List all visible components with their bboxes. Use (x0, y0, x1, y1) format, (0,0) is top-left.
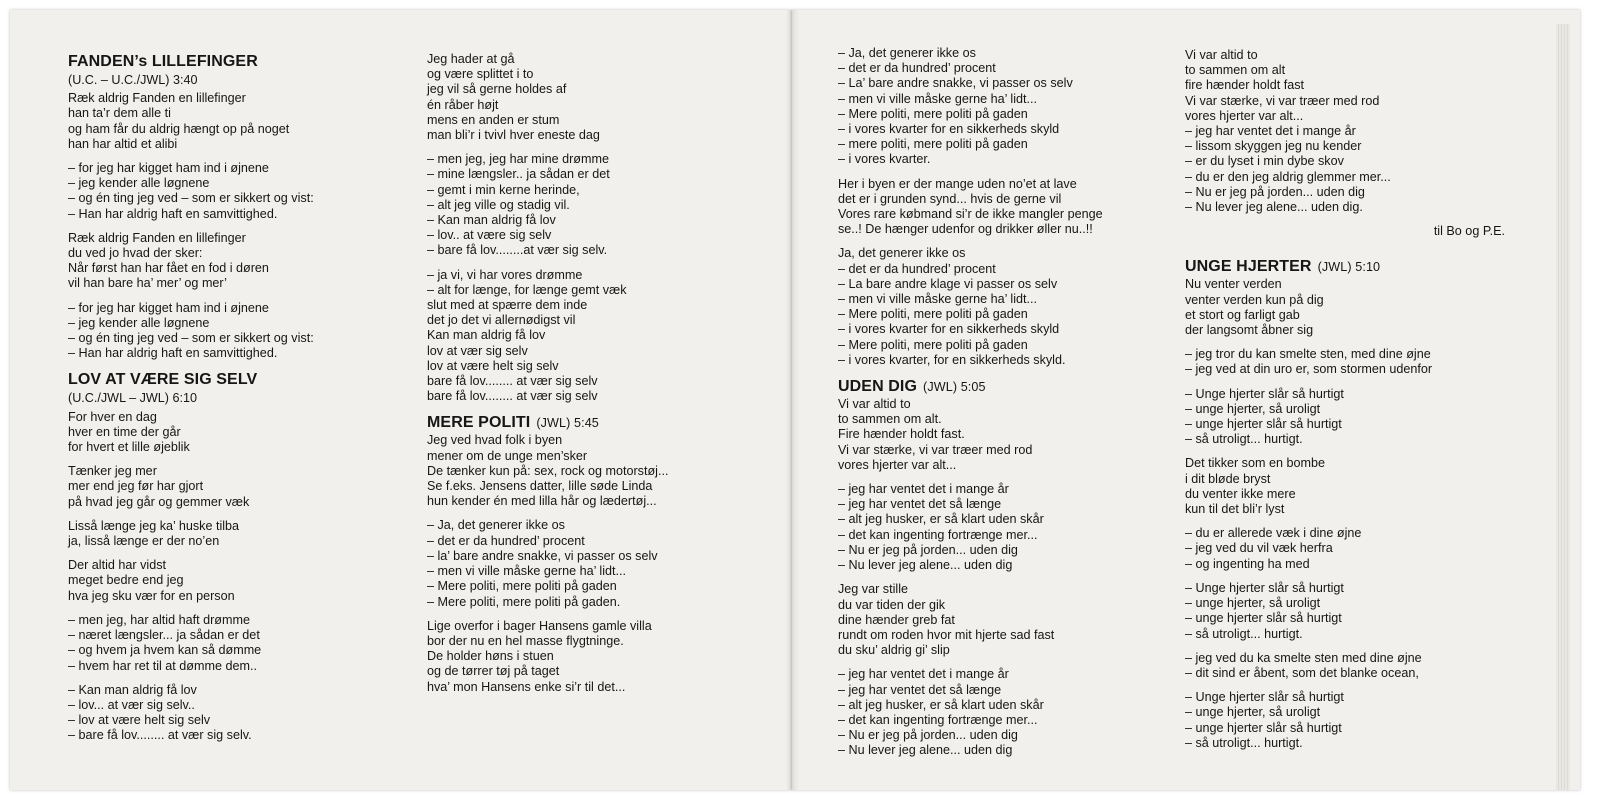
lyric-line: – mine længsler.. ja sådan er det (427, 167, 610, 182)
lyric-stanza (1185, 387, 1545, 448)
lyric-stanza (68, 683, 398, 744)
lyric-stanza (427, 518, 772, 609)
song-title (1185, 257, 1545, 277)
lyric-stanza (68, 161, 398, 222)
song-credit: (U.C. – U.C./JWL) 3:40 (68, 73, 198, 87)
lyric-line: hver en time der går (68, 424, 181, 439)
lyric-stanza (838, 246, 1178, 368)
lyric-line: – unge hjerter, så uroligt (1185, 705, 1321, 720)
lyric-stanza (427, 268, 772, 405)
song-title-text: MERE POLITI (427, 414, 531, 432)
lyric-line: der langsomt åbner sig (1185, 323, 1314, 338)
lyric-line: slut med at spærre dem inde (427, 298, 588, 313)
lyric-line: ja, lisså længe er der no’en (68, 534, 220, 549)
lyric-line: du venter ikke mere (1185, 486, 1296, 501)
lyric-line: lov at være helt sig selv (427, 358, 559, 373)
lyric-line: – lov.. at være sig selv (427, 228, 552, 243)
lyric-line: – Unge hjerter slår så hurtigt (1185, 580, 1344, 595)
lyric-line: – bare få lov........at vær sig selv. (427, 243, 608, 258)
lyric-line: hva jeg sku vær for en person (68, 588, 235, 603)
lyric-line: Ræk aldrig Fanden en lillefinger (68, 91, 246, 106)
lyric-line: – lissom skyggen jeg nu kender (1185, 139, 1362, 154)
lyric-line: vores hjerter var alt... (838, 457, 957, 472)
song-credit: (JWL) 5:45 (536, 416, 599, 431)
lyric-line: – og én ting jeg ved – som er sikkert og vist: (68, 331, 314, 346)
lyric-line: Ja, det generer ikke os (838, 246, 966, 261)
lyric-line: Kan man aldrig få lov (427, 328, 546, 343)
lyric-stanza (838, 482, 1178, 573)
lyric-line: – unge hjerter slår så hurtigt (1185, 611, 1342, 626)
lyric-stanza (427, 152, 772, 258)
lyric-line: – det er da hundred’ procent (838, 61, 996, 76)
lyric-line: – er du lyset i min dybe skov (1185, 154, 1344, 169)
lyric-line: Tænker jeg mer (68, 464, 157, 479)
lyric-stanza (1185, 347, 1545, 377)
lyric-line: De tænker kun på: sex, rock og motorstøj... (427, 463, 669, 478)
lyric-line: – jeg har ventet det i mange år (1185, 124, 1356, 139)
lyric-stanza (68, 613, 398, 674)
lyric-stanza (427, 52, 772, 143)
lyric-line: mer end jeg før har gjort (68, 479, 204, 494)
lyric-stanza (1185, 581, 1545, 642)
lyric-line: det jo det vi allernødigst vil (427, 313, 576, 328)
lyric-line: og ham får du aldrig hængt op på noget (68, 121, 290, 136)
lyric-line: – mere politi, mere politi på gaden (838, 137, 1028, 152)
song-title-text: UNGE HJERTER (1185, 258, 1312, 276)
lyric-line: – Ja, det generer ikke os (838, 46, 976, 60)
lyric-line: jeg vil så gerne holdes af (427, 82, 567, 97)
lyric-line: og være splittet i to (427, 67, 534, 82)
song-title (427, 413, 772, 433)
lyric-line: Vi var altid to (838, 397, 911, 412)
left-page (10, 10, 792, 790)
lyric-stanza (1185, 277, 1545, 338)
lyric-line: – du er den jeg aldrig glemmer mer... (1185, 169, 1391, 184)
lyric-line: – jeg tror du kan smelte sten, med dine øjne (1185, 347, 1431, 362)
song-credit: (JWL) 5:05 (923, 380, 986, 395)
lyric-line: – dit sind er åbent, som det blanke ocean, (1185, 665, 1419, 680)
lyric-line: vores hjerter var alt... (1185, 108, 1304, 123)
lyric-line: – hvem har ret til at dømme dem.. (68, 658, 257, 673)
lyric-line: og de tørrer tøj på taget (427, 664, 560, 679)
song-credit: (U.C./JWL – JWL) 6:10 (68, 391, 197, 406)
lyric-line: – jeg ved du ka smelte sten med dine øjne (1185, 650, 1422, 665)
lyric-stanza (427, 619, 772, 695)
lyric-line: – La’ bare andre snakke, vi passer os selv (838, 76, 1073, 91)
lyric-line: venter verden kun på dig (1185, 292, 1324, 307)
song-title-text: FANDEN’s LILLEFINGER (68, 53, 258, 70)
lyric-line: – det er da hundred’ procent (427, 533, 585, 548)
lyric-line: Jeg var stille (838, 582, 908, 597)
lyric-line: – så utroligt... hurtigt. (1185, 626, 1303, 641)
lyric-line: dine hænder greb fat (838, 612, 955, 627)
dedication: til Bo og P.E. (1433, 224, 1505, 239)
lyric-line: – Unge hjerter slår så hurtigt (1185, 386, 1344, 401)
lyric-stanza (68, 410, 398, 456)
lyric-line: – Unge hjerter slår så hurtigt (1185, 690, 1344, 705)
lyric-line: – så utroligt... hurtigt. (1185, 735, 1303, 750)
lyric-stanza (838, 397, 1178, 473)
song (838, 377, 1178, 758)
lyric-line: bor der nu en hel masse flygtninge. (427, 633, 624, 648)
lyric-line: – unge hjerter slår så hurtigt (1185, 720, 1342, 735)
lyric-line: Ræk aldrig Fanden en lillefinger (68, 230, 246, 245)
right-page (792, 10, 1580, 790)
lyric-line: – men vi ville måske gerne ha’ lidt... (838, 292, 1038, 307)
lyric-stanza (427, 433, 772, 509)
lyric-line: fire hænder holdt fast (1185, 78, 1305, 93)
lyric-line: – næret længsler... ja sådan er det (68, 628, 260, 643)
lyric-line: mener om de unge men’sker (427, 448, 588, 463)
lyric-line: – men jeg, jeg har mine drømme (427, 152, 609, 167)
lyric-line: Vores rare købmand si’r de ikke mangler penge (838, 207, 1103, 222)
lyric-line: – jeg har ventet det så længe (838, 682, 1002, 697)
lyric-line: – alt jeg husker, er så klart uden skår (838, 512, 1044, 527)
lyric-line: lov at vær sig selv (427, 343, 528, 358)
lyric-stanza (1185, 690, 1545, 751)
lyric-line: Vi var stærke, vi var træer med rod (1185, 93, 1380, 108)
song (427, 52, 772, 404)
song-title (838, 377, 1178, 397)
lyric-line: du var tiden der gik (838, 597, 946, 612)
lyric-line: – Kan man aldrig få lov (427, 213, 556, 228)
lyric-line: to sammen om alt (1185, 63, 1286, 78)
lyric-stanza (838, 177, 1178, 238)
lyric-line: – Kan man aldrig få lov (68, 682, 197, 697)
lyric-line: – i vores kvarter for en sikkerheds skyld (838, 122, 1060, 137)
lyric-line: Fire hænder holdt fast. (838, 427, 965, 442)
lyric-line: – i vores kvarter for en sikkerheds skyld (838, 322, 1060, 337)
lyric-stanza (68, 231, 398, 292)
lyric-stanza (1185, 651, 1545, 681)
column-4 (1185, 48, 1545, 760)
song-title (68, 370, 398, 390)
lyric-stanza (1185, 526, 1545, 572)
lyric-stanza (68, 558, 398, 604)
lyric-line: – jeg har ventet det i mange år (838, 482, 1009, 497)
lyric-line: – la’ bare andre snakke, vi passer os selv (427, 548, 658, 563)
lyric-line: – lov... at vær sig selv.. (68, 697, 195, 712)
lyric-line: – Nu er jeg på jorden... uden dig (1185, 184, 1365, 199)
lyric-line: på hvad jeg går og gemmer væk (68, 494, 250, 509)
lyric-line: – alt jeg ville og stadig vil. (427, 197, 570, 212)
lyric-line: – alt for længe, for længe gemt væk (427, 282, 627, 297)
lyric-line: – det er da hundred’ procent (838, 261, 996, 276)
lyric-line: – i vores kvarter, for en sikkerheds skyld. (838, 352, 1066, 367)
lyric-line: – Mere politi, mere politi på gaden (838, 337, 1028, 352)
lyric-line: to sammen om alt. (838, 412, 942, 427)
song-title-text: LOV AT VÆRE SIG SELV (68, 371, 258, 389)
lyric-line: Nu venter verden (1185, 277, 1282, 292)
song (68, 52, 398, 361)
lyric-line: – for jeg har kigget ham ind i øjnene (68, 161, 269, 176)
lyric-line: – unge hjerter, så uroligt (1185, 401, 1321, 416)
lyric-line: et stort og farligt gab (1185, 307, 1300, 322)
lyric-stanza (68, 519, 398, 549)
lyric-line: – Mere politi, mere politi på gaden (838, 307, 1028, 322)
lyric-line: – Nu lever jeg alene... uden dig (838, 743, 1013, 758)
lyric-line: – Mere politi, mere politi på gaden (427, 579, 617, 594)
lyric-line: – men vi ville måske gerne ha’ lidt... (838, 91, 1038, 106)
column-1 (68, 52, 398, 753)
lyric-line: – gemt i min kerne herinde, (427, 182, 580, 197)
lyric-line: – men vi ville måske gerne ha’ lidt... (427, 564, 627, 579)
lyric-line: Her i byen er der mange uden no’et at lave (838, 176, 1077, 191)
lyric-line: – Mere politi, mere politi på gaden (838, 106, 1028, 121)
column-2 (427, 52, 772, 704)
lyric-line: i dit bløde bryst (1185, 471, 1271, 486)
lyric-line: – Han har aldrig haft en samvittighed. (68, 206, 278, 221)
lyric-line: Lige overfor i bager Hansens gamle villa (427, 618, 652, 633)
lyric-line: Lisså længe jeg ka’ huske tilba (68, 518, 240, 533)
lyric-line: – men jeg, har altid haft drømme (68, 612, 250, 627)
lyric-line: – La bare andre klage vi passer os selv (838, 276, 1058, 291)
lyric-stanza (68, 464, 398, 510)
lyric-line: Jeg ved hvad folk i byen (427, 433, 563, 448)
lyric-line: – jeg kender alle løgnene (68, 176, 210, 191)
song (427, 413, 772, 694)
lyric-line: – og én ting jeg ved – som er sikkert og vist: (68, 191, 314, 206)
column-3 (838, 46, 1178, 768)
lyric-stanza (68, 91, 398, 152)
lyric-stanza (1185, 456, 1545, 517)
lyric-line: – du er allerede væk i dine øjne (1185, 526, 1362, 541)
lyric-line: Se f.eks. Jensens datter, lille søde Linda (427, 479, 653, 494)
lyric-line: – jeg ved du vil væk herfra (1185, 541, 1333, 556)
song (1185, 48, 1545, 215)
lyric-line: – unge hjerter slår så hurtigt (1185, 417, 1342, 432)
song-title (68, 52, 398, 72)
lyric-line: – i vores kvarter. (838, 152, 931, 167)
lyric-line: hun kender én med lilla hår og lædertøj... (427, 494, 657, 509)
lyric-line: – bare få lov........ at vær sig selv. (68, 728, 252, 743)
lyric-line: Jeg hader at gå (427, 52, 515, 66)
song (838, 46, 1178, 368)
lyric-line: man bli’r i tvivl hver eneste dag (427, 128, 600, 143)
lyric-line: – det kan ingenting fortrænge mer... (838, 712, 1038, 727)
lyric-line: – Nu er jeg på jorden... uden dig (838, 728, 1018, 743)
lyric-line: – jeg har ventet det så længe (838, 497, 1002, 512)
lyric-line: – det kan ingenting fortrænge mer... (838, 527, 1038, 542)
lyric-line: – ja vi, vi har vores drømme (427, 267, 583, 282)
lyric-line: – jeg har ventet det i mange år (838, 667, 1009, 682)
lyric-line: – lov at være helt sig selv (68, 713, 211, 728)
lyric-stanza (838, 582, 1178, 658)
lyric-line: han ta’r dem alle ti (68, 106, 171, 121)
lyric-line: – Nu lever jeg alene... uden dig. (1185, 200, 1363, 215)
lyric-line: bare få lov........ at vær sig selv (427, 389, 598, 404)
lyric-line: – Mere politi, mere politi på gaden. (427, 594, 621, 609)
lyric-line: – Ja, det generer ikke os (427, 518, 565, 533)
lyric-line: se..! De hænger udenfor og drikker øller nu..!! (838, 222, 1093, 237)
lyric-line: – Nu lever jeg alene... uden dig (838, 558, 1013, 573)
lyric-line: meget bedre end jeg (68, 573, 184, 588)
lyric-line: bare få lov........ at vær sig selv (427, 374, 598, 389)
lyric-line: Vi var stærke, vi var træer med rod (838, 442, 1033, 457)
lyric-stanza (68, 301, 398, 362)
lyric-line: For hver en dag (68, 409, 157, 424)
lyric-line: vil han bare ha’ mer’ og mer’ (68, 276, 227, 291)
lyric-line: rundt om roden hvor mit hjerte sad fast (838, 627, 1055, 642)
lyric-line: for hvert et lille øjeblik (68, 440, 190, 455)
song-credit: (JWL) 5:10 (1317, 260, 1381, 275)
lyric-line: – jeg ved at din uro er, som stormen udenfor (1185, 362, 1433, 377)
lyric-line: det er i grunden synd... hvis de gerne vil (838, 191, 1062, 206)
song-title-text: UDEN DIG (838, 378, 918, 396)
lyric-line: én råber højt (427, 97, 499, 112)
lyric-line: – unge hjerter, så uroligt (1185, 596, 1321, 611)
lyric-line: – så utroligt... hurtigt. (1185, 432, 1303, 447)
lyric-line: De holder høns i stuen (427, 649, 554, 664)
lyric-stanza (1185, 48, 1545, 215)
lyric-line: du ved jo hvad der sker: (68, 246, 203, 261)
lyric-line: – og hvem ja hvem kan så dømme (68, 643, 262, 658)
lyric-stanza (838, 46, 1178, 168)
lyric-line: Når først han har fået en fod i døren (68, 261, 269, 276)
lyric-line: – Nu er jeg på jorden... uden dig (838, 542, 1018, 557)
lyric-line: – Han har aldrig haft en samvittighed. (68, 346, 278, 361)
lyric-line: – alt jeg husker, er så klart uden skår (838, 697, 1044, 712)
lyric-line: – jeg kender alle løgnene (68, 315, 210, 330)
lyric-line: Det tikker som en bombe (1185, 456, 1325, 471)
lyric-line: – og ingenting ha med (1185, 556, 1310, 571)
lyric-stanza (838, 667, 1178, 758)
lyric-line: Vi var altid to (1185, 48, 1258, 62)
lyric-line: hva’ mon Hansens enke si’r til det... (427, 679, 626, 694)
song (68, 370, 398, 743)
page-edge-stack (1556, 24, 1570, 790)
song (1185, 257, 1545, 750)
lyric-line: kun til det bli’r lyst (1185, 502, 1285, 517)
lyric-line: mens en anden er stum (427, 112, 560, 127)
lyric-line: han har altid et alibi (68, 136, 178, 151)
lyric-line: – for jeg har kigget ham ind i øjnene (68, 300, 269, 315)
lyric-line: du sku’ aldrig gi’ slip (838, 643, 950, 658)
lyric-line: Der altid har vidst (68, 558, 166, 573)
